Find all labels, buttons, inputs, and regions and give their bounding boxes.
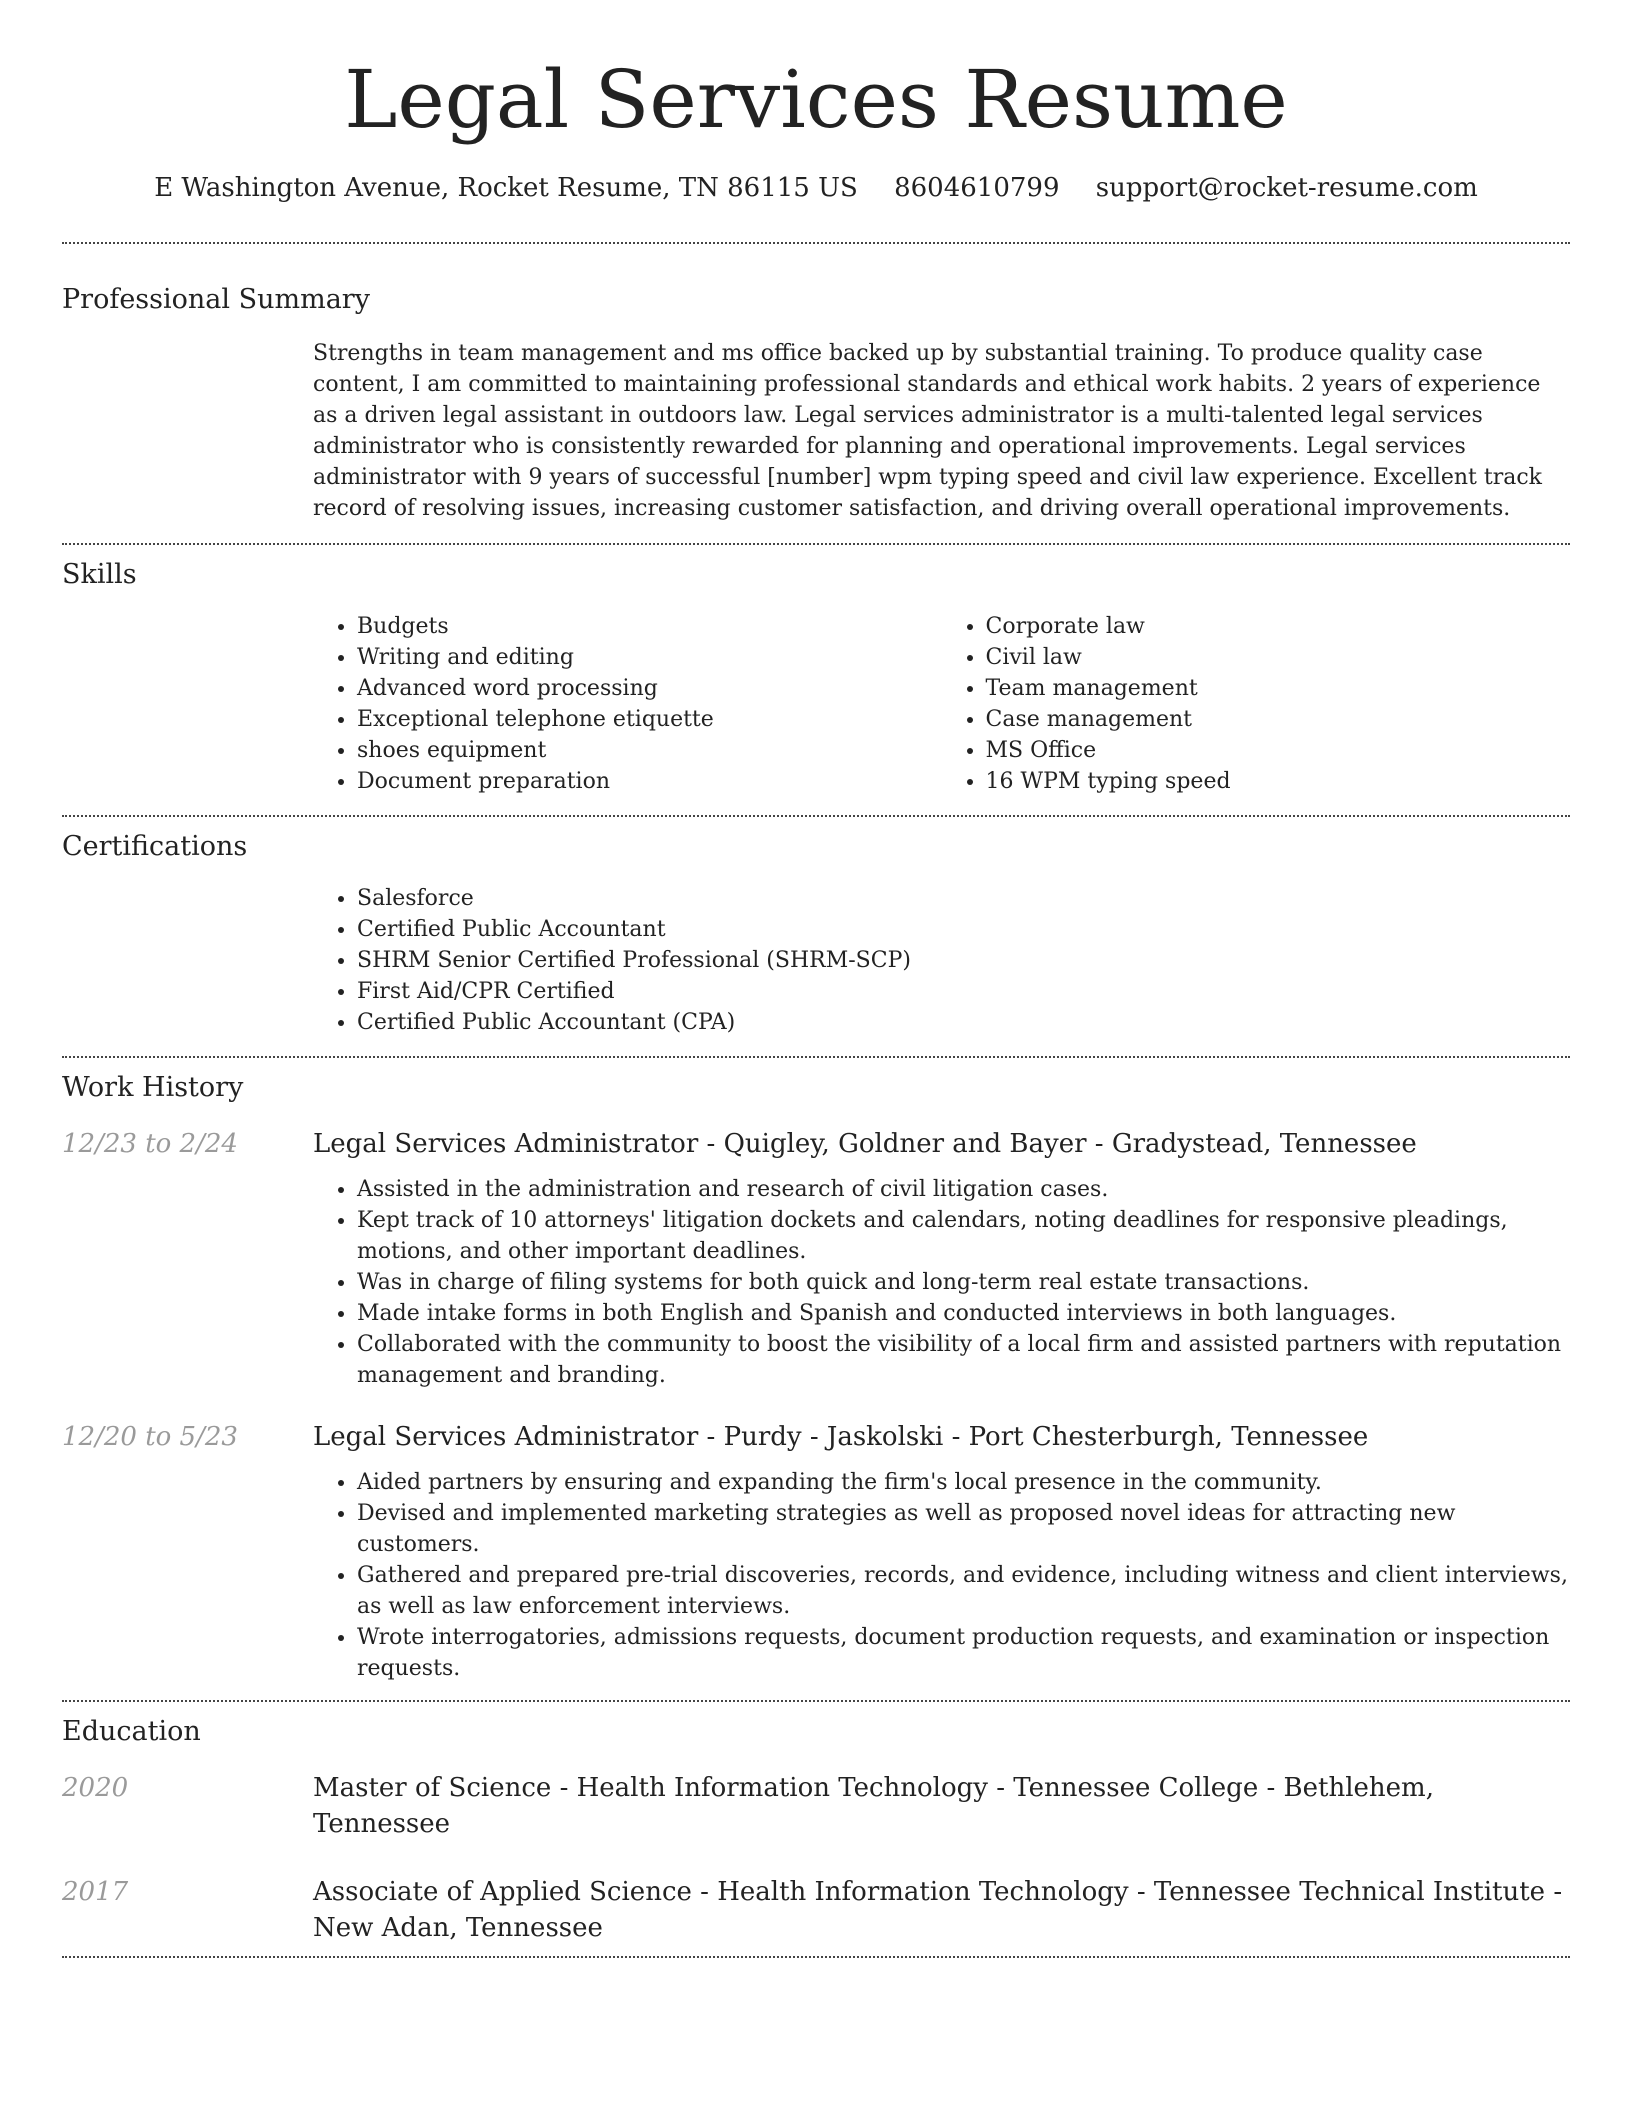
certification-item: • Certified Public Accountant	[357, 914, 1570, 945]
skills-heading: Skills	[62, 559, 137, 590]
certifications-section	[62, 829, 1570, 1038]
work-bullets	[313, 1467, 1570, 1684]
education-degree: Associate of Applied Science - Health Information Technology	[313, 1877, 1129, 1907]
skills-column-right	[942, 611, 1571, 797]
contact-phone: 8604610799	[894, 173, 1060, 203]
education-year: 2017	[62, 1877, 129, 1907]
work-title	[313, 1419, 1570, 1455]
skills-section	[62, 557, 1570, 797]
work-bullet: • Wrote interrogatories, admissions requests, document production requests, and examination or inspection requests.	[357, 1622, 1570, 1684]
work-bullet: • Kept track of 10 attorneys' litigation dockets and calendars, noting deadlines for responsive pleadings, motions, and other important deadlines.	[357, 1205, 1570, 1267]
education-title	[313, 1770, 1570, 1842]
work-dates: 12/20 to 5/23	[62, 1422, 238, 1452]
certification-item: • First Aid/CPR Certified	[357, 976, 1570, 1007]
section-divider	[62, 1056, 1570, 1058]
work-bullet: • Aided partners by ensuring and expanding the firm's local presence in the community.	[357, 1467, 1570, 1498]
work-history-heading: Work History	[62, 1072, 244, 1103]
skill-item: • Civil law	[986, 642, 1571, 673]
work-bullet-list	[313, 1467, 1570, 1684]
skill-item: • Team management	[986, 673, 1571, 704]
skill-item: • Advanced word processing	[357, 673, 942, 704]
skill-item: • 16 WPM typing speed	[986, 766, 1571, 797]
work-dates: 12/23 to 2/24	[62, 1129, 238, 1159]
education-entry	[62, 1874, 1570, 1946]
work-bullet: • Assisted in the administration and research of civil litigation cases.	[357, 1174, 1570, 1205]
skill-item: • shoes equipment	[357, 735, 942, 766]
work-bullet-list	[313, 1174, 1570, 1391]
certifications-heading: Certifications	[62, 831, 248, 862]
section-divider	[62, 1700, 1570, 1702]
contact-email: support@rocket-resume.com	[1095, 173, 1478, 203]
section-divider	[62, 815, 1570, 817]
certifications-list	[313, 883, 1570, 1038]
contact-line	[62, 170, 1570, 206]
work-employer: - Quigley, Goldner and Bayer - Gradystead, Tennessee	[698, 1129, 1417, 1159]
summary-text: Strengths in team management and ms office backed up by substantial training. To produce quality case content, I am committed to maintaining professional standards and ethical work habits. 2 years of experience as a driven legal assistant in outdoors law. Legal services administrator is a multi-talented legal services administrator who is consistently rewarded for planning and operational improvements. Legal services administrator with 9 years of successful [number] wpm typing speed and civil law experience. Excellent track record of resolving issues, increasing customer satisfaction, and driving overall operational improvements.	[313, 341, 1542, 521]
skills-column-left	[313, 611, 942, 797]
work-entry	[62, 1419, 1570, 1455]
skill-item: • Document preparation	[357, 766, 942, 797]
resume-name: Legal Services Resume	[344, 53, 1288, 146]
section-divider	[62, 543, 1570, 545]
section-divider	[62, 1956, 1570, 1958]
work-bullet: • Collaborated with the community to boost the visibility of a local firm and assisted partners with reputation management and branding.	[357, 1329, 1570, 1391]
certifications-body	[313, 883, 1570, 1038]
education-heading: Education	[62, 1716, 201, 1747]
summary-section	[62, 282, 1570, 524]
work-bullets	[313, 1174, 1570, 1391]
work-history-section	[62, 1070, 1570, 1684]
certification-item: • Salesforce	[357, 883, 1570, 914]
contact-address: E Washington Avenue, Rocket Resume, TN 86115 US	[154, 173, 858, 203]
summary-body	[313, 338, 1570, 524]
skill-item: • Case management	[986, 704, 1571, 735]
skill-item: • Budgets	[357, 611, 942, 642]
skill-item: • MS Office	[986, 735, 1571, 766]
work-bullet: • Gathered and prepared pre-trial discoveries, records, and evidence, including witness and client interviews, as well as law enforcement interviews.	[357, 1560, 1570, 1622]
work-role: Legal Services Administrator	[313, 1129, 699, 1159]
work-title	[313, 1126, 1570, 1162]
education-title	[313, 1874, 1570, 1946]
work-bullet: • Devised and implemented marketing strategies as well as proposed novel ideas for attracting new customers.	[357, 1498, 1570, 1560]
work-role: Legal Services Administrator	[313, 1422, 699, 1452]
skill-item: • Exceptional telephone etiquette	[357, 704, 942, 735]
section-divider	[62, 242, 1570, 244]
skills-list	[313, 611, 1570, 797]
education-school: - Tennessee Technical Institute - New Adan, Tennessee	[313, 1877, 1563, 1943]
work-bullet: • Made intake forms in both English and Spanish and conducted interviews in both languages.	[357, 1298, 1570, 1329]
education-year: 2020	[62, 1773, 129, 1803]
education-entry	[62, 1770, 1570, 1842]
skill-item: • Corporate law	[986, 611, 1571, 642]
education-degree: Master of Science - Health Information Technology	[313, 1773, 988, 1803]
certification-item: • Certified Public Accountant (CPA)	[357, 1007, 1570, 1038]
skill-item: • Writing and editing	[357, 642, 942, 673]
work-employer: - Purdy - Jaskolski - Port Chesterburgh, Tennessee	[698, 1422, 1369, 1452]
work-entry	[62, 1126, 1570, 1162]
summary-heading: Professional Summary	[62, 284, 370, 315]
work-bullet: • Was in charge of filing systems for both quick and long-term real estate transactions.	[357, 1267, 1570, 1298]
certification-item: • SHRM Senior Certified Professional (SHRM-SCP)	[357, 945, 1570, 976]
education-section	[62, 1714, 1570, 1946]
resume-page	[62, 0, 1570, 1958]
education-school: - Tennessee College - Bethlehem, Tennessee	[313, 1773, 1434, 1839]
